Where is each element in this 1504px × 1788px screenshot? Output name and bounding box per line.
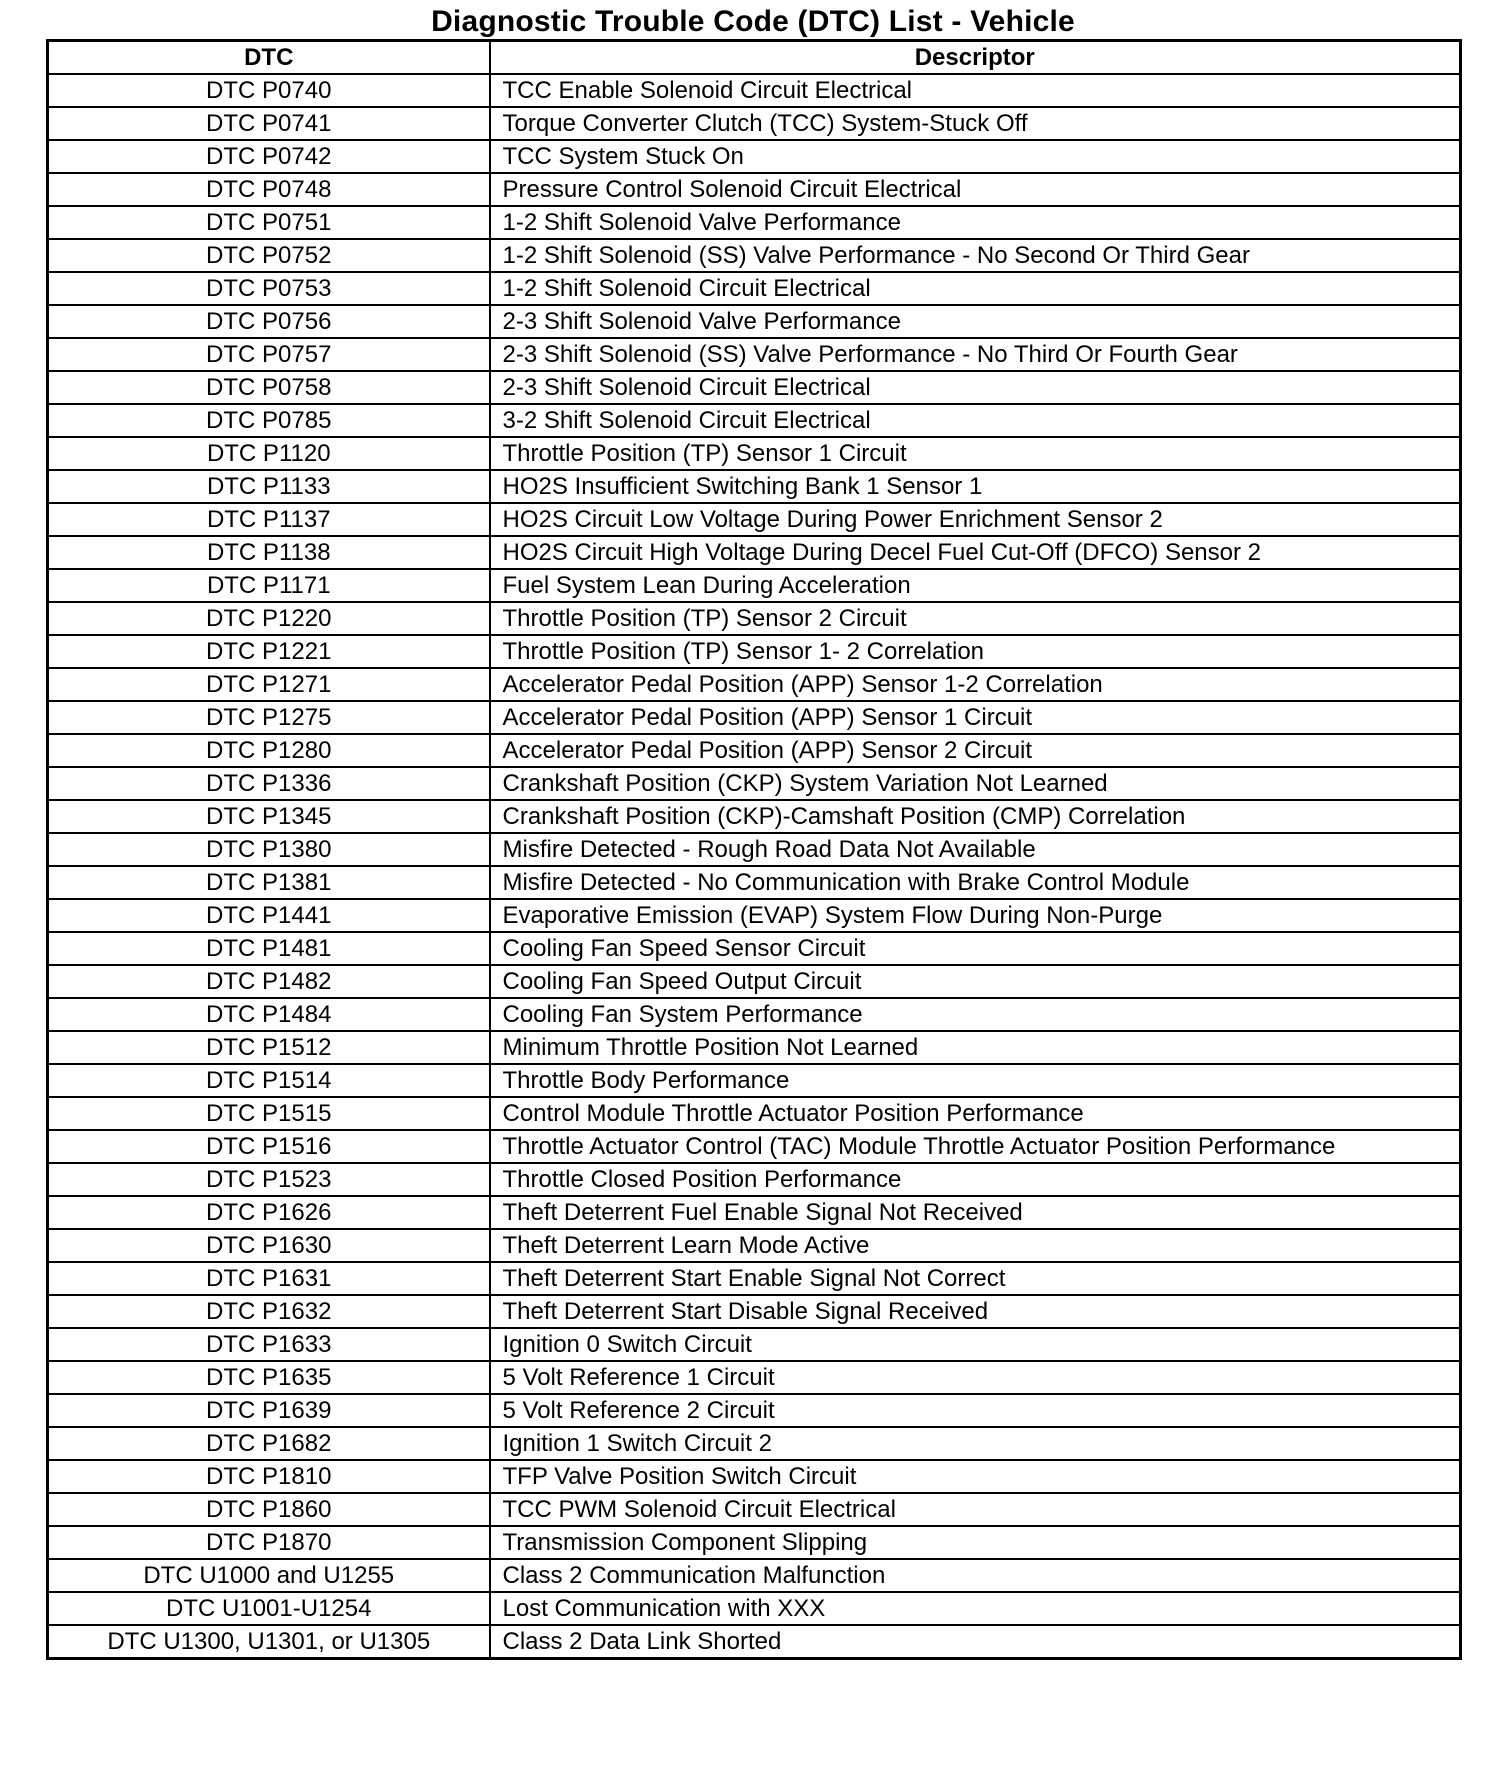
table-row (48, 1196, 1461, 1229)
dtc-descriptor-cell: 2-3 Shift Solenoid (SS) Valve Performance - No Third Or Fourth Gear (490, 338, 1461, 371)
table-row (48, 437, 1461, 470)
dtc-code-cell: DTC P0751 (48, 206, 490, 239)
table-row (48, 503, 1461, 536)
dtc-descriptor-cell: Throttle Body Performance (490, 1064, 1461, 1097)
table-row (48, 140, 1461, 173)
dtc-descriptor-cell: Fuel System Lean During Acceleration (490, 569, 1461, 602)
dtc-code-cell: DTC P1630 (48, 1229, 490, 1262)
dtc-code-cell: DTC P1523 (48, 1163, 490, 1196)
dtc-code-cell: DTC P1481 (48, 932, 490, 965)
dtc-descriptor-cell: Theft Deterrent Learn Mode Active (490, 1229, 1461, 1262)
dtc-code-cell: DTC P1271 (48, 668, 490, 701)
dtc-descriptor-cell: Cooling Fan Speed Output Circuit (490, 965, 1461, 998)
table-row (48, 272, 1461, 305)
table-row (48, 1064, 1461, 1097)
dtc-code-cell: DTC P1639 (48, 1394, 490, 1427)
dtc-code-cell: DTC P1633 (48, 1328, 490, 1361)
table-row (48, 305, 1461, 338)
dtc-descriptor-cell: 2-3 Shift Solenoid Valve Performance (490, 305, 1461, 338)
dtc-code-cell: DTC P1516 (48, 1130, 490, 1163)
dtc-descriptor-cell: Misfire Detected - No Communication with Brake Control Module (490, 866, 1461, 899)
table-row (48, 998, 1461, 1031)
dtc-descriptor-cell: Crankshaft Position (CKP) System Variation Not Learned (490, 767, 1461, 800)
dtc-code-cell: DTC P1280 (48, 734, 490, 767)
table-row (48, 800, 1461, 833)
dtc-descriptor-cell: TCC System Stuck On (490, 140, 1461, 173)
dtc-code-cell: DTC P1635 (48, 1361, 490, 1394)
dtc-descriptor-cell: Throttle Position (TP) Sensor 2 Circuit (490, 602, 1461, 635)
dtc-descriptor-cell: HO2S Circuit Low Voltage During Power Enrichment Sensor 2 (490, 503, 1461, 536)
dtc-descriptor-cell: Evaporative Emission (EVAP) System Flow During Non-Purge (490, 899, 1461, 932)
dtc-code-cell: DTC U1000 and U1255 (48, 1559, 490, 1592)
dtc-code-cell: DTC P1860 (48, 1493, 490, 1526)
table-row (48, 767, 1461, 800)
table-row (48, 173, 1461, 206)
table-row (48, 206, 1461, 239)
dtc-descriptor-cell: Pressure Control Solenoid Circuit Electrical (490, 173, 1461, 206)
dtc-code-cell: DTC P0757 (48, 338, 490, 371)
dtc-code-cell: DTC P1632 (48, 1295, 490, 1328)
page-title: Diagnostic Trouble Code (DTC) List - Vehicle (431, 5, 1075, 38)
table-row (48, 734, 1461, 767)
dtc-descriptor-cell: Theft Deterrent Start Disable Signal Received (490, 1295, 1461, 1328)
dtc-code-cell: DTC P0785 (48, 404, 490, 437)
dtc-code-cell: DTC P1345 (48, 800, 490, 833)
dtc-descriptor-cell: Throttle Closed Position Performance (490, 1163, 1461, 1196)
dtc-code-cell: DTC P1514 (48, 1064, 490, 1097)
dtc-code-cell: DTC P0741 (48, 107, 490, 140)
dtc-descriptor-cell: Theft Deterrent Start Enable Signal Not Correct (490, 1262, 1461, 1295)
table-row (48, 1328, 1461, 1361)
dtc-code-cell: DTC P1626 (48, 1196, 490, 1229)
dtc-descriptor-cell: TCC PWM Solenoid Circuit Electrical (490, 1493, 1461, 1526)
dtc-descriptor-cell: Transmission Component Slipping (490, 1526, 1461, 1559)
dtc-descriptor-cell: 2-3 Shift Solenoid Circuit Electrical (490, 371, 1461, 404)
dtc-code-cell: DTC P0748 (48, 173, 490, 206)
dtc-code-cell: DTC P1221 (48, 635, 490, 668)
dtc-code-cell: DTC P0752 (48, 239, 490, 272)
table-row (48, 1394, 1461, 1427)
dtc-descriptor-cell: HO2S Circuit High Voltage During Decel Fuel Cut-Off (DFCO) Sensor 2 (490, 536, 1461, 569)
table-row (48, 1097, 1461, 1130)
dtc-code-cell: DTC P1138 (48, 536, 490, 569)
table-row (48, 371, 1461, 404)
table-row (48, 1526, 1461, 1559)
dtc-descriptor-cell: Accelerator Pedal Position (APP) Sensor 2 Circuit (490, 734, 1461, 767)
table-row (48, 866, 1461, 899)
dtc-descriptor-cell: Throttle Position (TP) Sensor 1 Circuit (490, 437, 1461, 470)
dtc-code-cell: DTC P1220 (48, 602, 490, 635)
table-row (48, 470, 1461, 503)
dtc-code-cell: DTC P1137 (48, 503, 490, 536)
dtc-descriptor-cell: Torque Converter Clutch (TCC) System-Stuck Off (490, 107, 1461, 140)
dtc-table (46, 39, 1462, 1660)
table-row (48, 536, 1461, 569)
table-row (48, 635, 1461, 668)
dtc-descriptor-cell: Cooling Fan Speed Sensor Circuit (490, 932, 1461, 965)
table-row (48, 1592, 1461, 1625)
dtc-code-cell: DTC P1512 (48, 1031, 490, 1064)
dtc-code-cell: DTC P1870 (48, 1526, 490, 1559)
dtc-descriptor-cell: Theft Deterrent Fuel Enable Signal Not Received (490, 1196, 1461, 1229)
table-row (48, 701, 1461, 734)
dtc-descriptor-cell: Class 2 Data Link Shorted (490, 1625, 1461, 1659)
dtc-code-cell: DTC P1810 (48, 1460, 490, 1493)
dtc-descriptor-cell: 5 Volt Reference 2 Circuit (490, 1394, 1461, 1427)
table-row (48, 1493, 1461, 1526)
dtc-code-cell: DTC U1001-U1254 (48, 1592, 490, 1625)
table-row (48, 668, 1461, 701)
dtc-descriptor-cell: TCC Enable Solenoid Circuit Electrical (490, 74, 1461, 107)
dtc-descriptor-cell: Misfire Detected - Rough Road Data Not Available (490, 833, 1461, 866)
dtc-code-cell: DTC P1120 (48, 437, 490, 470)
table-row (48, 1031, 1461, 1064)
table-row (48, 1427, 1461, 1460)
dtc-code-cell: DTC P1133 (48, 470, 490, 503)
dtc-descriptor-cell: 3-2 Shift Solenoid Circuit Electrical (490, 404, 1461, 437)
table-row (48, 1559, 1461, 1592)
table-row (48, 899, 1461, 932)
dtc-column-header: DTC (48, 41, 490, 75)
dtc-descriptor-cell: HO2S Insufficient Switching Bank 1 Sensor 1 (490, 470, 1461, 503)
dtc-descriptor-cell: Accelerator Pedal Position (APP) Sensor 1 Circuit (490, 701, 1461, 734)
dtc-code-cell: DTC P1336 (48, 767, 490, 800)
dtc-descriptor-cell: 5 Volt Reference 1 Circuit (490, 1361, 1461, 1394)
dtc-descriptor-cell: Control Module Throttle Actuator Position Performance (490, 1097, 1461, 1130)
dtc-code-cell: DTC P0756 (48, 305, 490, 338)
dtc-descriptor-cell: 1-2 Shift Solenoid Valve Performance (490, 206, 1461, 239)
dtc-descriptor-cell: Ignition 0 Switch Circuit (490, 1328, 1461, 1361)
dtc-descriptor-cell: TFP Valve Position Switch Circuit (490, 1460, 1461, 1493)
dtc-code-cell: DTC P1380 (48, 833, 490, 866)
dtc-descriptor-cell: 1-2 Shift Solenoid Circuit Electrical (490, 272, 1461, 305)
table-row (48, 1130, 1461, 1163)
table-row (48, 239, 1461, 272)
dtc-code-cell: DTC P1484 (48, 998, 490, 1031)
table-row (48, 107, 1461, 140)
dtc-descriptor-cell: Throttle Actuator Control (TAC) Module Throttle Actuator Position Performance (490, 1130, 1461, 1163)
dtc-code-cell: DTC P1275 (48, 701, 490, 734)
table-row (48, 569, 1461, 602)
dtc-descriptor-cell: Ignition 1 Switch Circuit 2 (490, 1427, 1461, 1460)
table-row (48, 1262, 1461, 1295)
dtc-code-cell: DTC P1631 (48, 1262, 490, 1295)
table-row (48, 1295, 1461, 1328)
table-row (48, 404, 1461, 437)
dtc-table-body (48, 74, 1461, 1659)
table-row (48, 338, 1461, 371)
dtc-descriptor-cell: Lost Communication with XXX (490, 1592, 1461, 1625)
dtc-descriptor-cell: Accelerator Pedal Position (APP) Sensor 1-2 Correlation (490, 668, 1461, 701)
table-header-row (48, 41, 1461, 75)
dtc-code-cell: DTC U1300, U1301, or U1305 (48, 1625, 490, 1659)
table-row (48, 74, 1461, 107)
dtc-code-cell: DTC P0758 (48, 371, 490, 404)
dtc-descriptor-cell: Crankshaft Position (CKP)-Camshaft Position (CMP) Correlation (490, 800, 1461, 833)
dtc-code-cell: DTC P0742 (48, 140, 490, 173)
dtc-descriptor-cell: Cooling Fan System Performance (490, 998, 1461, 1031)
table-row (48, 965, 1461, 998)
dtc-code-cell: DTC P1515 (48, 1097, 490, 1130)
dtc-descriptor-cell: 1-2 Shift Solenoid (SS) Valve Performance - No Second Or Third Gear (490, 239, 1461, 272)
descriptor-column-header: Descriptor (490, 41, 1461, 75)
dtc-code-cell: DTC P1441 (48, 899, 490, 932)
dtc-code-cell: DTC P1171 (48, 569, 490, 602)
dtc-descriptor-cell: Minimum Throttle Position Not Learned (490, 1031, 1461, 1064)
table-row (48, 833, 1461, 866)
table-row (48, 1460, 1461, 1493)
table-row (48, 932, 1461, 965)
dtc-descriptor-cell: Throttle Position (TP) Sensor 1- 2 Correlation (490, 635, 1461, 668)
dtc-descriptor-cell: Class 2 Communication Malfunction (490, 1559, 1461, 1592)
dtc-code-cell: DTC P1482 (48, 965, 490, 998)
table-row (48, 1361, 1461, 1394)
dtc-code-cell: DTC P0740 (48, 74, 490, 107)
table-row (48, 602, 1461, 635)
table-row (48, 1625, 1461, 1659)
dtc-code-cell: DTC P1682 (48, 1427, 490, 1460)
dtc-code-cell: DTC P0753 (48, 272, 490, 305)
dtc-code-cell: DTC P1381 (48, 866, 490, 899)
table-row (48, 1163, 1461, 1196)
table-row (48, 1229, 1461, 1262)
